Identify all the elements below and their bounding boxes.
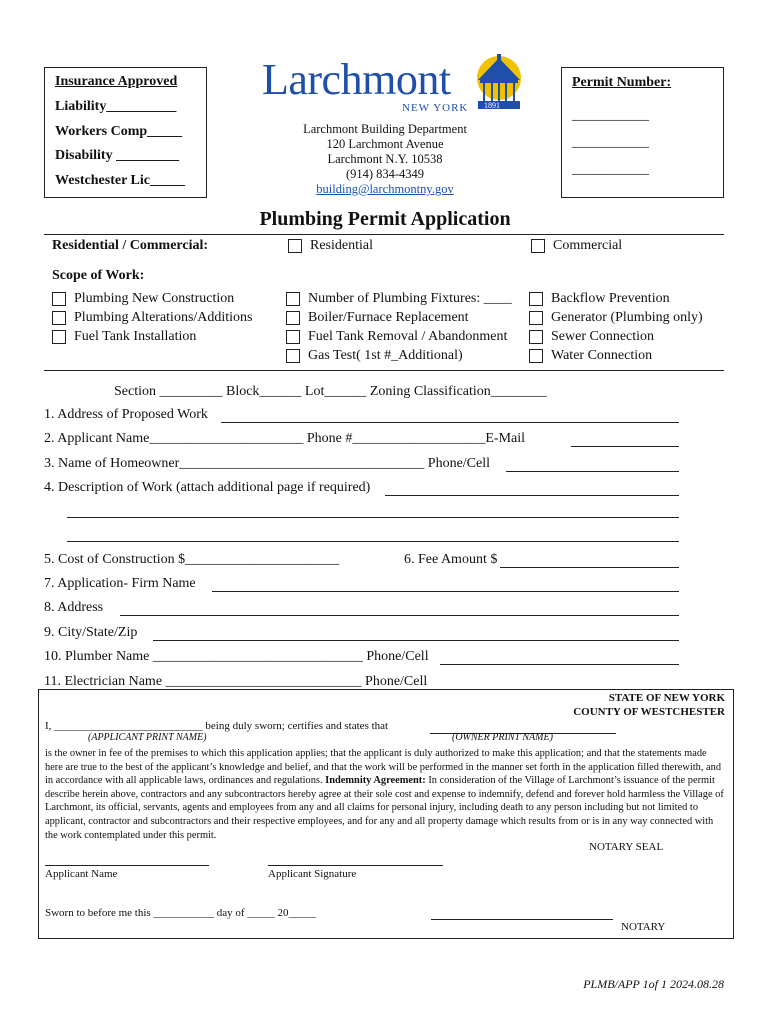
scope-checkbox[interactable] <box>52 330 66 344</box>
dept-phone: (914) 834-4349 <box>345 167 425 181</box>
applicant-signature-caption: Applicant Signature <box>268 868 357 880</box>
notary-caption: NOTARY <box>621 921 666 933</box>
scope-checkbox[interactable] <box>52 292 66 306</box>
logo-wordmark: Larchmont <box>262 55 451 104</box>
email-field[interactable] <box>571 446 679 447</box>
affidavit-text <box>45 747 725 842</box>
department-info <box>270 122 500 197</box>
affidavit-para-2: In consideration of the Village of Larchmont’s issuance of the permit describe herein above, contractors and any subcontractors hereby agree at their sole cost and expense to indemnify, defend and forever hold harmless the Village of Larchmont, its official, servants, agents and employees from any and all claims for personal injury, including death to any person including but not limited to applicant, contractor and subcontractors and their respective employees, and for any and all property damage which results from or is in any way connected with the work contemplated under this permit. <box>45 775 724 841</box>
scope-item[interactable] <box>286 291 512 307</box>
plumber-phone-field[interactable] <box>440 664 679 665</box>
dept-street: 120 Larchmont Avenue <box>326 137 444 151</box>
city-state-zip-field[interactable] <box>153 640 679 641</box>
scope-item-label: Backflow Prevention <box>551 291 670 306</box>
notary-seal-label: NOTARY SEAL <box>589 841 664 853</box>
description-field-1[interactable] <box>385 495 679 496</box>
state-label: STATE OF NEW YORK <box>608 692 725 704</box>
permit-line-3[interactable]: ___________ <box>572 162 649 177</box>
scope-checkbox[interactable] <box>286 311 300 325</box>
sworn-line[interactable]: Sworn to before me this ___________ day of _____ 20_____ <box>45 907 316 919</box>
scope-divider <box>44 370 724 371</box>
cost-of-construction-field[interactable]: 5. Cost of Construction $______________________ <box>44 552 340 567</box>
insurance-box <box>44 67 207 198</box>
address-proposed-work-label: 1. Address of Proposed Work <box>44 407 208 422</box>
scope-item-label: Water Connection <box>551 348 653 363</box>
scope-label: Scope of Work: <box>52 268 145 283</box>
fee-amount-label: 6. Fee Amount $ <box>404 552 498 567</box>
scope-item-label: Plumbing New Construction <box>74 291 235 306</box>
title-divider <box>44 234 724 235</box>
workers-comp-field[interactable]: Workers Comp_____ <box>55 124 183 139</box>
indemnity-label: Indemnity Agreement: <box>325 775 426 787</box>
homeowner-label[interactable]: 3. Name of Homeowner___________________________________ Phone/Cell <box>44 456 491 471</box>
description-field-2[interactable] <box>67 517 679 518</box>
residential-checkbox[interactable] <box>288 239 302 253</box>
commercial-label: Commercial <box>553 238 623 253</box>
scope-item[interactable] <box>529 310 703 326</box>
scope-checkbox[interactable] <box>529 311 543 325</box>
liability-field[interactable]: Liability__________ <box>55 99 177 114</box>
permit-line-2[interactable]: ___________ <box>572 135 649 150</box>
applicant-name-field[interactable] <box>45 865 209 866</box>
permit-title: Permit Number: <box>572 75 672 90</box>
plumber-name-label[interactable]: 10. Plumber Name ______________________________ Phone/Cell <box>44 649 429 664</box>
commercial-checkbox[interactable] <box>531 239 545 253</box>
dept-name: Larchmont Building Department <box>303 122 467 136</box>
scope-item-label: Fuel Tank Installation <box>74 329 197 344</box>
insurance-title: Insurance Approved <box>55 74 178 89</box>
applicant-signature-field[interactable] <box>268 865 443 866</box>
scope-item[interactable] <box>529 329 654 345</box>
fee-amount-field[interactable] <box>500 567 679 568</box>
scope-checkbox[interactable] <box>529 330 543 344</box>
scope-item-label: Generator (Plumbing only) <box>551 310 703 325</box>
firm-name-label: 7. Application- Firm Name <box>44 576 196 591</box>
notary-signature-field[interactable] <box>431 919 613 920</box>
applicant-sworn-line[interactable]: I, ___________________________ being duly sworn; certifies and states that <box>45 720 389 732</box>
county-label: COUNTY OF WESTCHESTER <box>573 706 725 718</box>
residential-option[interactable] <box>288 238 373 254</box>
applicant-print-caption: (APPLICANT PRINT NAME) <box>88 732 207 743</box>
scope-checkbox[interactable] <box>286 330 300 344</box>
scope-item[interactable] <box>52 291 234 307</box>
logo-subtitle: NEW YORK <box>402 102 469 114</box>
homeowner-phone-field[interactable] <box>506 471 679 472</box>
electrician-name-label[interactable]: 11. Electrician Name ____________________________ Phone/Cell <box>44 674 428 689</box>
res-com-label: Residential / Commercial: <box>52 238 209 253</box>
address-field[interactable] <box>120 615 679 616</box>
dept-city: Larchmont N.Y. 10538 <box>327 152 443 166</box>
scope-checkbox[interactable] <box>52 311 66 325</box>
applicant-name-phone-label[interactable]: 2. Applicant Name______________________ Phone #___________________E-Mail <box>44 431 526 446</box>
scope-checkbox[interactable] <box>286 349 300 363</box>
commercial-option[interactable] <box>531 238 622 254</box>
scope-item[interactable] <box>529 348 652 364</box>
westchester-field[interactable]: Westchester Lic_____ <box>55 173 185 188</box>
firm-name-field[interactable] <box>212 591 679 592</box>
scope-item[interactable] <box>52 329 196 345</box>
scope-item[interactable] <box>529 291 670 307</box>
description-field-3[interactable] <box>67 541 679 542</box>
scope-checkbox[interactable] <box>529 292 543 306</box>
scope-item-label: Boiler/Furnace Replacement <box>308 310 469 325</box>
scope-checkbox[interactable] <box>286 292 300 306</box>
scope-item-label: Gas Test( 1st #_Additional) <box>308 348 463 363</box>
residential-label: Residential <box>310 238 373 253</box>
scope-item[interactable] <box>286 348 463 364</box>
affidavit-para-1: is the owner in fee of the premises to which this application applies; that the applicant is duly authorized to make this application; and that the statements made here are true to the best of the applicant’s knowledge and belief, and that the work will be performed in the manner set forth in the application filled therewith, and in accordance with all applicable laws, ordinances and regulations. <box>45 748 722 787</box>
scope-item-label: Number of Plumbing Fixtures: ____ <box>308 291 512 306</box>
applicant-name-caption: Applicant Name <box>45 868 118 880</box>
disability-field[interactable]: Disability _________ <box>55 148 180 163</box>
description-label: 4. Description of Work (attach additional page if required) <box>44 480 371 495</box>
scope-item[interactable] <box>286 310 469 326</box>
scope-item-label: Sewer Connection <box>551 329 655 344</box>
scope-item[interactable] <box>286 329 507 345</box>
dept-email-link[interactable]: building@larchmontny.gov <box>316 182 454 196</box>
address-proposed-work-field[interactable] <box>221 422 679 423</box>
scope-item[interactable] <box>52 310 253 326</box>
permit-number-box <box>561 67 724 198</box>
address-label: 8. Address <box>44 600 104 615</box>
scope-item-label: Fuel Tank Removal / Abandonment <box>308 329 508 344</box>
scope-checkbox[interactable] <box>529 349 543 363</box>
larchmont-logo <box>262 52 524 118</box>
city-state-zip-label: 9. City/State/Zip <box>44 625 138 640</box>
logo-year: 1891 <box>484 101 500 110</box>
permit-line-1[interactable]: ___________ <box>572 108 649 123</box>
page-title: Plumbing Permit Application <box>259 208 511 230</box>
form-code: PLMB/APP 1of 1 2024.08.28 <box>583 977 724 991</box>
owner-print-caption: (OWNER PRINT NAME) <box>452 732 553 743</box>
section-block-lot[interactable]: Section _________ Block______ Lot______ Zoning Classification________ <box>114 384 547 399</box>
scope-item-label: Plumbing Alterations/Additions <box>74 310 253 325</box>
